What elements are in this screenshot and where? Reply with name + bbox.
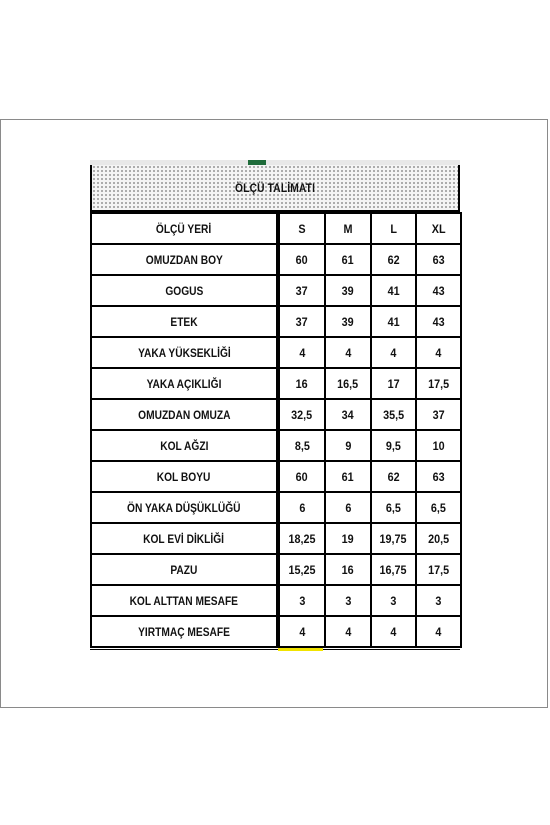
measurement-label: PAZU <box>170 562 198 577</box>
size-value-cell <box>279 461 325 492</box>
measurement-label: YAKA AÇIKLIĞI <box>146 376 222 391</box>
size-value-cell <box>416 244 461 275</box>
size-value-cell <box>371 461 416 492</box>
size-value: 10 <box>432 438 445 453</box>
size-value: 18,25 <box>288 531 316 546</box>
size-value: 37 <box>295 283 309 298</box>
size-value: 34 <box>341 407 355 422</box>
size-value-cell <box>416 616 461 647</box>
size-value: 4 <box>344 345 352 360</box>
measurement-label: GOGUS <box>165 283 203 298</box>
size-value-cell <box>279 616 325 647</box>
table-row <box>91 337 461 368</box>
size-value-cell <box>371 492 416 523</box>
size-value: 20,5 <box>427 531 450 546</box>
size-value: 17,5 <box>427 562 450 577</box>
header-size-s: S <box>279 213 325 244</box>
table-row <box>91 368 461 399</box>
size-value-cell <box>325 368 371 399</box>
size-value: 60 <box>295 252 309 267</box>
size-value: 3 <box>390 593 397 608</box>
size-value-cell <box>279 554 325 585</box>
size-value-cell <box>325 244 371 275</box>
table-row <box>91 492 461 523</box>
size-value-cell <box>279 306 325 337</box>
measurement-label-cell <box>91 337 277 368</box>
measurement-label-cell <box>91 306 277 337</box>
size-value: 16,5 <box>337 376 359 391</box>
size-value-cell <box>325 616 371 647</box>
size-value: 43 <box>432 283 445 298</box>
measurement-label-cell <box>91 430 277 461</box>
size-value-cell <box>325 585 371 616</box>
size-value: 41 <box>387 314 400 329</box>
size-value-cell <box>371 399 416 430</box>
size-value-cell <box>325 337 371 368</box>
size-value-cell <box>371 306 416 337</box>
size-value-cell <box>416 430 461 461</box>
size-value: 6 <box>298 500 306 515</box>
size-value-cell <box>416 585 461 616</box>
table-row <box>91 616 461 647</box>
size-value: 3 <box>435 593 442 608</box>
measurement-label: KOL ALTTAN MESAFE <box>129 593 239 608</box>
measurement-label-cell <box>91 244 277 275</box>
header-label-cell: ÖLÇÜ YERİ <box>91 213 277 244</box>
measurement-label: YIRTMAÇ MESAFE <box>138 624 230 639</box>
measurement-label: OMUZDAN BOY <box>145 252 223 267</box>
size-value-cell <box>416 337 461 368</box>
size-value: 39 <box>341 314 355 329</box>
size-value: 62 <box>387 252 400 267</box>
size-value: 62 <box>387 469 400 484</box>
measurement-label: OMUZDAN OMUZA <box>137 407 231 422</box>
chart-title: ÖLÇÜ TALİMATI <box>234 180 316 195</box>
measurement-label-cell <box>91 275 277 306</box>
table-row <box>91 523 461 554</box>
size-value-cell <box>279 430 325 461</box>
measurement-label: ÖN YAKA DÜŞÜKLÜĞÜ <box>127 500 241 515</box>
size-value-cell <box>325 461 371 492</box>
size-value: 17,5 <box>427 376 450 391</box>
size-value: 4 <box>298 345 306 360</box>
size-value-cell <box>416 306 461 337</box>
measurement-label-cell <box>91 399 277 430</box>
table-row <box>91 554 461 585</box>
size-value: 4 <box>390 345 397 360</box>
table-row <box>91 306 461 337</box>
measurement-label: KOL EVİ DİKLİĞİ <box>143 531 225 546</box>
size-value: 4 <box>298 624 306 639</box>
size-value: 16 <box>295 376 309 391</box>
size-value: 19,75 <box>379 531 408 546</box>
measurement-label-cell <box>91 368 277 399</box>
size-value-cell <box>371 244 416 275</box>
size-value: 4 <box>344 624 352 639</box>
size-value-cell <box>416 492 461 523</box>
size-chart-sheet <box>90 160 460 650</box>
size-value: 6,5 <box>430 500 447 515</box>
size-value-cell <box>325 523 371 554</box>
size-value-cell <box>416 275 461 306</box>
size-value: 9,5 <box>385 438 402 453</box>
measurement-label: YAKA YÜKSEKLİĞİ <box>137 345 231 360</box>
size-value-cell <box>371 275 416 306</box>
size-value-cell <box>279 368 325 399</box>
measurement-label-cell <box>91 585 277 616</box>
size-table <box>90 212 462 648</box>
measurement-label: KOL AĞZI <box>159 438 209 453</box>
size-value-cell <box>416 554 461 585</box>
measurement-label-cell <box>91 616 277 647</box>
measurement-label: ETEK <box>170 314 198 329</box>
size-value-cell <box>371 523 416 554</box>
table-header-row <box>91 213 461 244</box>
size-value: 3 <box>344 593 352 608</box>
size-value: 43 <box>432 314 445 329</box>
size-value: 16 <box>341 562 355 577</box>
size-value: 63 <box>432 469 445 484</box>
table-row <box>91 585 461 616</box>
size-value: 19 <box>341 531 355 546</box>
size-value-cell <box>279 399 325 430</box>
size-value-cell <box>325 275 371 306</box>
size-value: 35,5 <box>382 407 405 422</box>
size-value-cell <box>279 523 325 554</box>
size-value: 61 <box>341 252 355 267</box>
size-value: 4 <box>390 624 397 639</box>
size-value-cell <box>325 399 371 430</box>
size-value-cell <box>371 337 416 368</box>
size-value: 4 <box>435 624 442 639</box>
size-value: 9 <box>344 438 352 453</box>
size-value: 32,5 <box>291 407 313 422</box>
size-value: 41 <box>387 283 400 298</box>
size-value-cell <box>279 244 325 275</box>
size-value-cell <box>371 554 416 585</box>
size-value-cell <box>279 337 325 368</box>
size-value: 6,5 <box>385 500 402 515</box>
size-value: 15,25 <box>288 562 316 577</box>
size-value-cell <box>325 554 371 585</box>
chart-title-row <box>90 165 460 212</box>
selected-cell-marker <box>278 648 323 651</box>
size-value: 4 <box>435 345 442 360</box>
header-size-xl: XL <box>416 213 461 244</box>
size-value: 61 <box>341 469 355 484</box>
size-value-cell <box>325 492 371 523</box>
size-value: 16,75 <box>379 562 408 577</box>
measurement-label-cell <box>91 461 277 492</box>
size-value: 3 <box>298 593 306 608</box>
size-value: 63 <box>432 252 445 267</box>
size-value: 17 <box>387 376 400 391</box>
measurement-label-cell <box>91 492 277 523</box>
measurement-label-cell <box>91 523 277 554</box>
measurement-label-cell <box>91 554 277 585</box>
size-value-cell <box>416 368 461 399</box>
table-row <box>91 399 461 430</box>
table-row <box>91 461 461 492</box>
header-size-m: M <box>325 213 371 244</box>
size-value-cell <box>371 368 416 399</box>
size-value-cell <box>416 399 461 430</box>
table-row <box>91 430 461 461</box>
size-value-cell <box>416 523 461 554</box>
size-value-cell <box>279 492 325 523</box>
size-value: 37 <box>432 407 445 422</box>
table-row <box>91 244 461 275</box>
size-value-cell <box>325 306 371 337</box>
size-value: 39 <box>341 283 355 298</box>
size-value-cell <box>279 585 325 616</box>
size-value: 6 <box>344 500 352 515</box>
size-value-cell <box>371 430 416 461</box>
size-value-cell <box>325 430 371 461</box>
table-bottom-border <box>90 649 460 650</box>
size-value-cell <box>371 585 416 616</box>
size-value-cell <box>416 461 461 492</box>
size-value: 60 <box>295 469 309 484</box>
size-value: 37 <box>295 314 309 329</box>
table-row <box>91 275 461 306</box>
header-size-l: L <box>371 213 416 244</box>
measurement-label: KOL BOYU <box>157 469 211 484</box>
size-value: 8,5 <box>294 438 310 453</box>
size-value-cell <box>371 616 416 647</box>
size-value-cell <box>279 275 325 306</box>
